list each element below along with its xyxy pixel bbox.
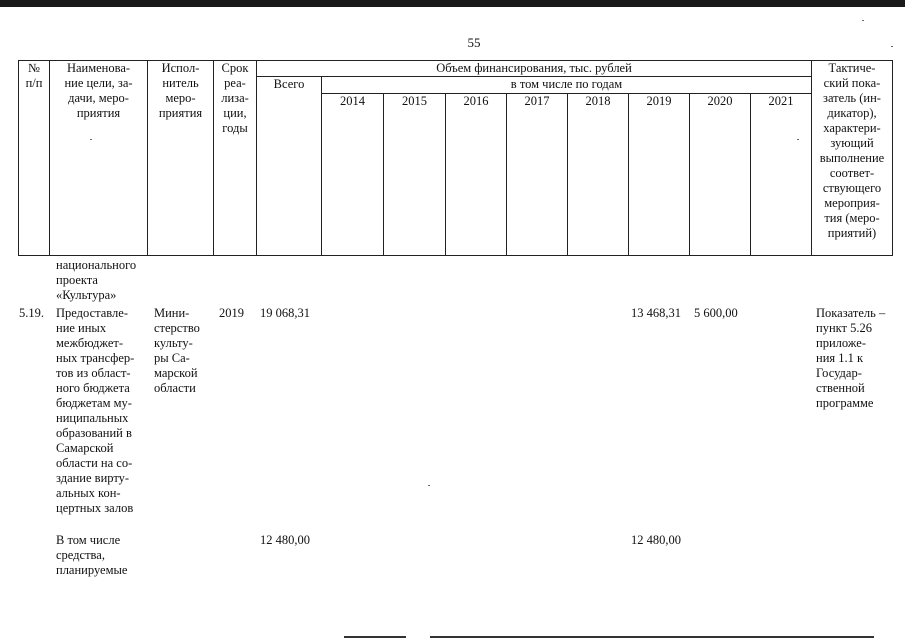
scan-edge-line <box>344 636 406 638</box>
header-year-2016: 2016 <box>445 93 507 256</box>
row-term: 2019 <box>219 306 244 320</box>
scan-edge-line <box>430 636 874 638</box>
header-col-indicator-line: соответ- <box>829 166 875 180</box>
text-line: Мини- <box>154 306 190 320</box>
text-line: Государ- <box>816 366 862 380</box>
text-line: программе <box>816 396 874 410</box>
text-line: области на со- <box>56 456 133 470</box>
text-line: ного бюджета <box>56 381 130 395</box>
header-col-name-line: приятия <box>76 106 121 120</box>
text-line: пункт 5.26 <box>816 321 872 335</box>
header-col-indicator-line: Тактиче- <box>828 61 876 75</box>
header-year-2019: 2019 <box>628 93 690 256</box>
header-col-executor-line: Испол- <box>161 61 200 75</box>
header-col-term-line: годы <box>222 121 248 135</box>
text-line: Самарской <box>56 441 114 455</box>
header-col-indicator <box>811 60 893 256</box>
scan-speck <box>428 485 430 486</box>
scan-speck <box>90 139 92 140</box>
header-col-number-line: п/п <box>25 76 43 90</box>
row-total: 12 480,00 <box>260 533 310 547</box>
header-year-2020: 2020 <box>689 93 751 256</box>
header-col-executor-line: нитель <box>162 76 199 90</box>
header-col-executor-line: меро- <box>165 91 196 105</box>
header-col-executor <box>147 60 214 256</box>
text-line: здание вирту- <box>56 471 130 485</box>
header-col-term-line: реа- <box>224 76 246 90</box>
row-value-2019: 13 468,31 <box>631 306 681 320</box>
scan-speck <box>862 20 864 21</box>
page-number: 55 <box>467 35 481 50</box>
scan-speck <box>891 46 893 47</box>
row-value-2020: 5 600,00 <box>694 306 738 320</box>
text-line: национального <box>56 258 137 272</box>
row-value-2019: 12 480,00 <box>631 533 681 547</box>
header-col-indicator-line: дикатор), <box>827 106 877 120</box>
text-line: «Культура» <box>56 288 117 302</box>
text-line: ниципальных <box>56 411 129 425</box>
header-col-term-line: ции, <box>223 106 247 120</box>
row-name <box>56 306 134 516</box>
header-col-indicator-line: тия (меро- <box>824 211 880 225</box>
text-line: ние иных <box>56 321 107 335</box>
text-line: ных трансфер- <box>56 351 135 365</box>
row-total: 19 068,31 <box>260 306 310 320</box>
text-line: проекта <box>56 273 98 287</box>
header-col-total: Всего <box>256 76 322 256</box>
row-number: 5.19. <box>19 306 44 320</box>
text-line: стерство <box>154 321 200 335</box>
text-line: ния 1.1 к <box>816 351 864 365</box>
header-col-name-line: дачи, меро- <box>68 91 129 105</box>
header-col-term-line: лиза- <box>221 91 249 105</box>
header-col-name-line: ние цели, за- <box>64 76 133 90</box>
text-line: тов из област- <box>56 366 131 380</box>
header-col-term <box>213 60 257 256</box>
header-year-2017: 2017 <box>506 93 568 256</box>
header-col-number-line: № <box>28 61 40 75</box>
header-col-executor-line: приятия <box>158 106 203 120</box>
text-line: Показатель – <box>816 306 886 320</box>
header-col-indicator-line: выполнение <box>819 151 885 165</box>
header-col-indicator-line: мероприя- <box>824 196 880 210</box>
row-executor <box>154 306 200 396</box>
text-line: ственной <box>816 381 865 395</box>
header-col-name-line: Наименова- <box>66 61 131 75</box>
text-line: цертных залов <box>56 501 134 515</box>
text-line: образований в <box>56 426 132 440</box>
text-line: В том числе <box>56 533 121 547</box>
text-line: Предоставле- <box>56 306 128 320</box>
header-year-2015: 2015 <box>383 93 446 256</box>
header-col-number <box>18 60 50 256</box>
header-year-2018: 2018 <box>567 93 629 256</box>
text-line: культу- <box>154 336 193 350</box>
row-name <box>56 533 127 578</box>
text-line: межбюджет- <box>56 336 123 350</box>
header-col-indicator-line: зующий <box>830 136 874 150</box>
header-by-years: в том числе по годам <box>321 76 812 94</box>
top-border <box>0 0 905 7</box>
header-year-2021: 2021 <box>750 93 812 256</box>
text-line: альных кон- <box>56 486 121 500</box>
text-line: ры Са- <box>154 351 190 365</box>
header-funding-volume: Объем финансирования, тыс. рублей <box>256 60 812 77</box>
header-year-2014: 2014 <box>321 93 384 256</box>
text-line: приложе- <box>816 336 866 350</box>
header-col-indicator-line: характери- <box>823 121 881 135</box>
text-line: средства, <box>56 548 105 562</box>
scan-speck <box>797 139 799 140</box>
row-indicator <box>816 306 885 411</box>
header-col-indicator-line: затель (ин- <box>823 91 881 105</box>
header-col-indicator-line: ский пока- <box>823 76 881 90</box>
header-col-term-line: Срок <box>221 61 249 75</box>
text-line: марской <box>154 366 198 380</box>
header-col-indicator-line: ствующего <box>822 181 882 195</box>
continuation-text <box>56 258 136 303</box>
text-line: бюджетам му- <box>56 396 132 410</box>
text-line: области <box>154 381 196 395</box>
header-col-name <box>49 60 148 256</box>
header-col-indicator-line: приятий) <box>827 226 877 240</box>
text-line: планируемые <box>56 563 128 577</box>
